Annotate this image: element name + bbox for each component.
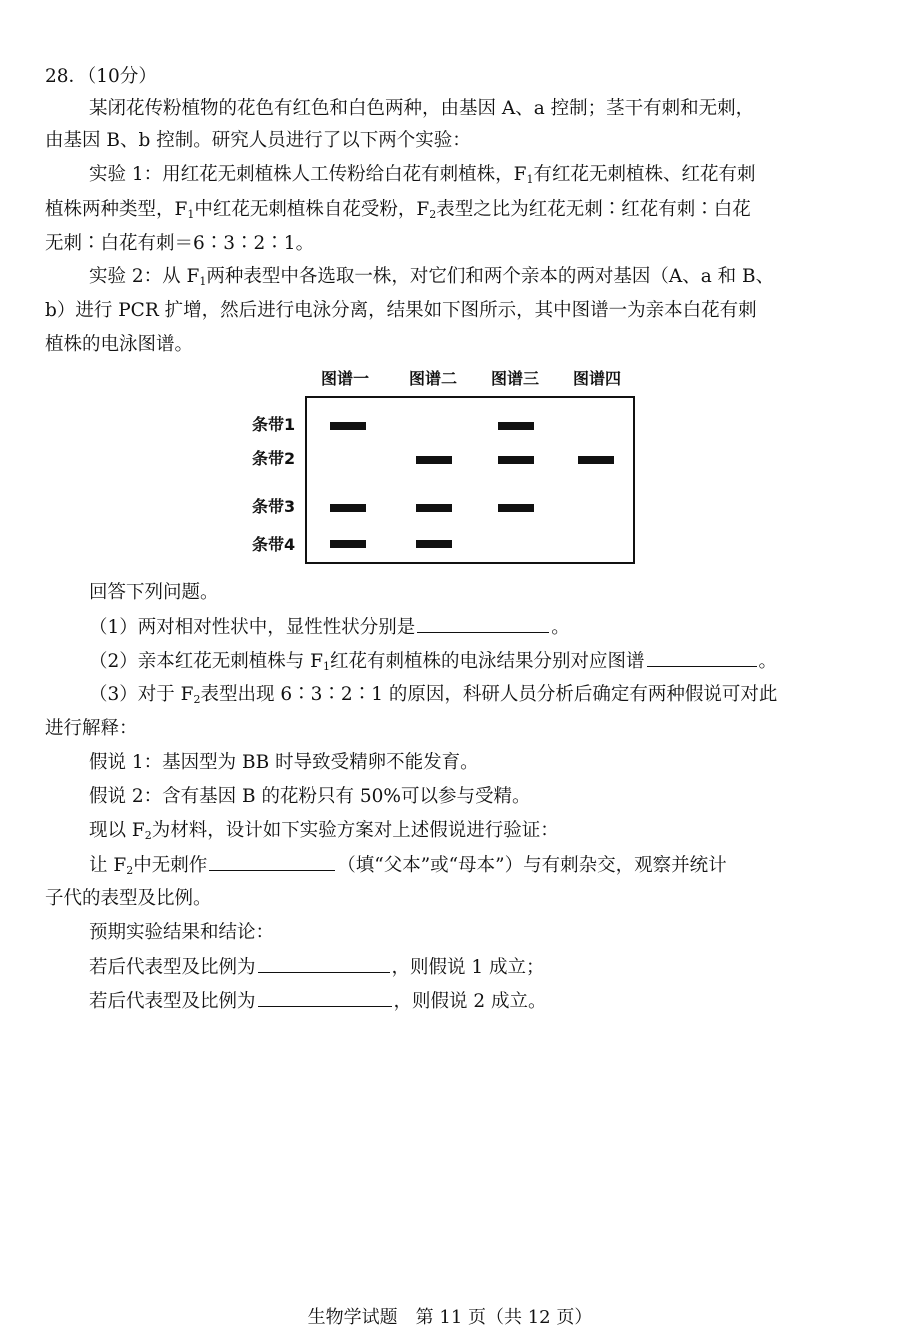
gel-column-4: 图谱四 (573, 369, 622, 388)
experiment1-line-3: 无刺∶白花有刺＝6∶3∶2∶1。 (45, 233, 315, 254)
gel-diagram (305, 396, 635, 564)
experiment1-line-2: 植株两种类型，$F_1$中红花无刺植株自花受粉，$F_2$表型之比为红花无刺∶红花有刺∶白花 (45, 199, 751, 221)
question-3-line-2: 进行解释： (45, 718, 138, 739)
gel-band (330, 422, 366, 430)
gel-band (416, 504, 452, 512)
band-label-4: 条带4 (252, 535, 296, 554)
let-line-2: 子代的表型及比例。 (45, 888, 212, 909)
gel-band (498, 504, 534, 512)
gel-band (416, 456, 452, 464)
hypothesis-1: 假说 1：基因型为 BB 时导致受精卵不能发育。 (89, 752, 479, 773)
expect-line: 预期实验结果和结论： (89, 922, 275, 943)
band-label-3: 条带3 (252, 497, 296, 516)
gel-band (498, 456, 534, 464)
design-line: 现以 $F_2$为材料，设计如下实验方案对上述假说进行验证： (89, 820, 559, 842)
result-2: 若后代表型及比例为 ，则假说 2 成立。 (89, 988, 547, 1015)
answer-blank-1[interactable] (417, 614, 549, 633)
experiment2-line-2: b）进行 PCR 扩增，然后进行电泳分离，结果如下图所示，其中图谱一为亲本白花有刺 (45, 300, 757, 321)
gel-column-2: 图谱二 (409, 369, 458, 388)
band-label-2: 条带2 (252, 449, 296, 468)
gel-band (330, 504, 366, 512)
question-number: 28．（10分） (45, 66, 157, 87)
gel-column-1: 图谱一 (321, 369, 370, 388)
question-2: （2）亲本红花无刺植株与 $F_1$红花有刺植株的电泳结果分别对应图谱 。 (89, 648, 777, 675)
band-label-1: 条带1 (252, 415, 296, 434)
gel-band (578, 456, 614, 464)
question-1: （1）两对相对性状中，显性性状分别是 。 (89, 614, 570, 641)
gel-band (416, 540, 452, 548)
answer-prompt: 回答下列问题。 (89, 582, 219, 603)
hypothesis-2: 假说 2：含有基因 B 的花粉只有 50%可以参与受精。 (89, 786, 531, 807)
let-line-1: 让 $F_2$中无刺作 （填“父本”或“母本”）与有刺杂交，观察并统计 (89, 852, 727, 879)
question-3-line-1: （3）对于 $F_2$表型出现 6∶3∶2∶1 的原因，科研人员分析后确定有两种假说可对此 (89, 684, 778, 706)
gel-column-3: 图谱三 (491, 369, 540, 388)
gel-band (498, 422, 534, 430)
intro-line-1: 某闭花传粉植物的花色有红色和白色两种，由基因 A、a 控制；茎干有刺和无刺， (89, 98, 755, 119)
experiment2-line-3: 植株的电泳图谱。 (45, 334, 194, 355)
intro-line-2: 由基因 B、b 控制。研究人员进行了以下两个实验： (45, 130, 471, 151)
experiment1-line-1: 实验 1：用红花无刺植株人工传粉给白花有刺植株，$F_1$有红花无刺植株、红花有刺 (89, 164, 756, 186)
answer-blank-3[interactable] (209, 852, 335, 871)
experiment2-line-1: 实验 2：从 $F_1$两种表型中各选取一株，对它们和两个亲本的两对基因（A、a 和 B、 (89, 266, 775, 288)
page-footer: 生物学试题 第 11 页（共 12 页） (307, 1307, 593, 1328)
result-1: 若后代表型及比例为 ，则假说 1 成立； (89, 954, 545, 981)
gel-band (330, 540, 366, 548)
answer-blank-2[interactable] (647, 648, 757, 667)
answer-blank-4[interactable] (258, 954, 390, 973)
answer-blank-5[interactable] (258, 988, 392, 1007)
